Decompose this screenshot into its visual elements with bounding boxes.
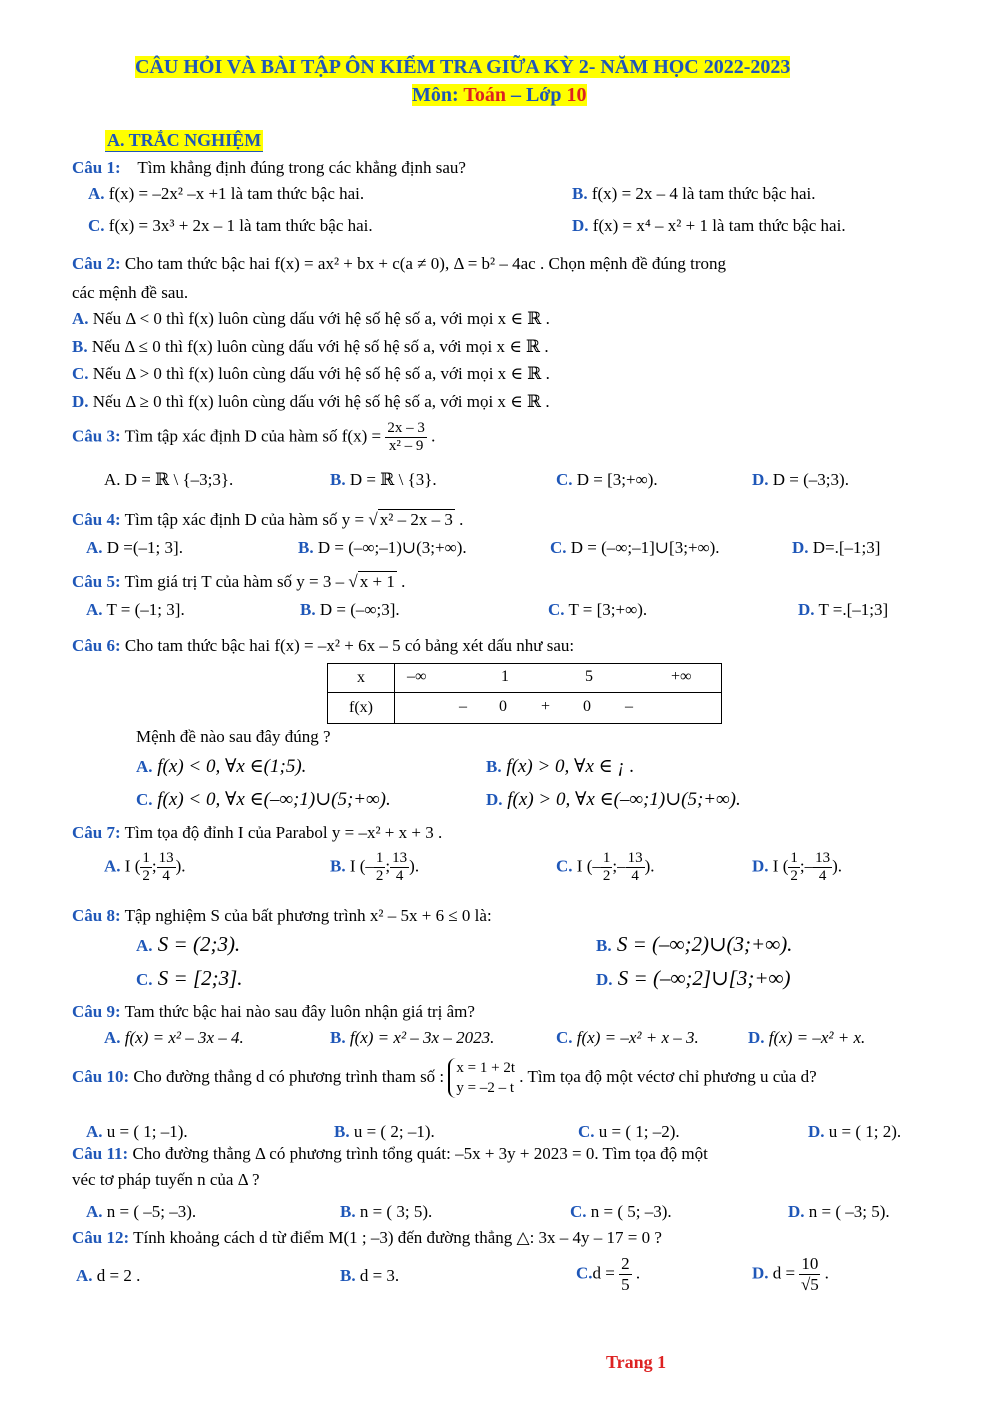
q12-option-a: A. d = 2 . [76, 1266, 141, 1285]
q12-option-c: C.d = $\frac{2}{5}$ . [576, 1254, 641, 1294]
q5-option-b: B. D = (–∞;3]. [300, 600, 400, 619]
question-1: Câu 1: Tìm khẳng định đúng trong các khẳng định sau? [72, 158, 466, 177]
q11-option-c: C. n = ( 5; –3). [570, 1202, 672, 1221]
q6-option-a: A. f(x) < 0, ∀x ∈(1;5). [136, 756, 307, 777]
sign-zero-2: 0 [583, 698, 591, 715]
sign-table-pinf: +∞ [671, 668, 692, 685]
q10-option-c: C. u = ( 1; –2). [578, 1122, 680, 1141]
question-11: Câu 11: Cho đường thẳng Δ có phương trình tổng quát: –5x + 3y + 2023 = 0. Tìm tọa độ một [72, 1144, 708, 1163]
q4-option-d: D. D=.[–1;3] [792, 538, 881, 557]
q8-option-b: B. S = (–∞;2)∪(3;+∞). [596, 932, 793, 956]
q5-option-d: D. T =.[–1;3] [798, 600, 889, 619]
q3-fraction: $\frac{2x - 3}{\text{x² – 9}}$ [387, 420, 425, 454]
q10-option-a: A. u = ( 1; –1). [86, 1122, 188, 1141]
q6-option-d: D. f(x) > 0, ∀x ∈(–∞;1)∪(5;+∞). [486, 789, 741, 810]
q6-option-c: C. f(x) < 0, ∀x ∈(–∞;1)∪(5;+∞). [136, 789, 391, 810]
q8-option-a: A. S = (2;3). [136, 932, 241, 956]
q3-option-b: B. D = ℝ \ {3}. [330, 470, 437, 489]
sign-table [327, 663, 722, 724]
question-5: Câu 5: Tìm giá trị T của hàm số y = 3 – √ x + 1 . [72, 572, 406, 591]
q2-option-b: B. Nếu Δ ≤ 0 thì f(x) luôn cùng dấu với hệ số hệ số a, với mọi x ∈ ℝ . [72, 337, 549, 356]
sign-table-x-header: x [328, 664, 395, 693]
q7-option-a: A. I ( $\frac{1}{2}$ ; $\frac{13}{4}$ ). [104, 850, 186, 884]
q11-option-d: D. n = ( –3; 5). [788, 1202, 890, 1221]
question-6: Câu 6: Cho tam thức bậc hai f(x) = –x² + 6x – 5 có bảng xét dấu như sau: [72, 636, 575, 655]
sign-minus-2: – [625, 698, 633, 715]
q7-option-c: C. I (– $\frac{1}{2}$ ;– $\frac{13}{4}$ ). [556, 850, 655, 884]
q4-option-a: A. D =(–1; 3]. [86, 538, 183, 557]
q1-option-c: C. f(x) = 3x³ + 2x – 1 là tam thức bậc hai. [88, 216, 373, 235]
q11-option-a: A. n = ( –5; –3). [86, 1202, 197, 1221]
question-2: Câu 2: Cho tam thức bậc hai f(x) = ax² + bx + c(a ≠ 0), Δ = b² – 4ac . Chọn mệnh đề đúng trong [72, 254, 727, 273]
q10-option-b: B. u = ( 2; –1). [334, 1122, 435, 1141]
q6-option-b: B. f(x) > 0, ∀x ∈ ¡ . [486, 756, 635, 777]
q10-option-d: D. u = ( 1; 2). [808, 1122, 902, 1141]
q7-option-d: D. I ( $\frac{1}{2}$ ;– $\frac{13}{4}$ ). [752, 850, 843, 884]
q8-option-d: D. S = (–∞;2]∪[3;+∞) [596, 966, 791, 990]
q7-option-b: B. I (– $\frac{1}{2}$ ; $\frac{13}{4}$ ). [330, 850, 420, 884]
q2-option-c: C. Nếu Δ > 0 thì f(x) luôn cùng dấu với hệ số hệ số a, với mọi x ∈ ℝ . [72, 364, 550, 383]
question-3: Câu 3: Tìm tập xác định D của hàm số f(x) = $\frac{2x - 3}{\text{x² – 9}}$ . [72, 420, 436, 454]
q1-option-a: A. f(x) = –2x² –x +1 là tam thức bậc hai. [88, 184, 365, 203]
q1-option-d: D. f(x) = x⁴ – x² + 1 là tam thức bậc hai. [572, 216, 846, 235]
q3-option-a: A. D = ℝ \ {–3;3}. [104, 470, 234, 489]
question-9: Câu 9: Tam thức bậc hai nào sau đây luôn nhận giá trị âm? [72, 1002, 475, 1021]
q2-option-a: A. Nếu Δ < 0 thì f(x) luôn cùng dấu với hệ số hệ số a, với mọi x ∈ ℝ . [72, 309, 550, 328]
question-8: Câu 8: Tập nghiệm S của bất phương trình x² – 5x + 6 ≤ 0 là: [72, 906, 492, 925]
sign-table-1: 1 [501, 668, 509, 685]
q5-option-c: C. T = [3;+∞). [548, 600, 648, 619]
document-title: CÂU HỎI VÀ BÀI TẬP ÔN KIỂM TRA GIỮA KỲ 2- NĂM HỌC 2022-2023 [135, 56, 791, 78]
page-number: Trang 1 [606, 1352, 667, 1372]
question-10: Câu 10: Cho đường thẳng d có phương trình tham số : x = 1 + 2t y = –2 – t . Tìm tọa độ một véctơ chỉ phương u của d? [72, 1060, 817, 1096]
q3-option-c: C. D = [3;+∞). [556, 470, 658, 489]
subject-line: Môn: Toán – Lớp 10 [412, 84, 587, 106]
q3-option-d: D. D = (–3;3). [752, 470, 849, 489]
q9-option-b: B. f(x) = x² – 3x – 2023. [330, 1028, 495, 1047]
q9-option-d: D. f(x) = –x² + x. [748, 1028, 866, 1047]
sign-minus-1: – [459, 698, 467, 715]
question-11-cont: véc tơ pháp tuyến n của Δ ? [72, 1170, 260, 1189]
sign-table-5: 5 [585, 668, 593, 685]
q12-option-d: D. d = $\frac{10}{√5}$ . [752, 1254, 829, 1294]
sign-zero-1: 0 [499, 698, 507, 715]
question-7: Câu 7: Tìm tọa độ đỉnh I của Parabol y = –x² + x + 3 . [72, 823, 443, 842]
q10-parametric-system: x = 1 + 2t y = –2 – t [448, 1058, 515, 1098]
question-12: Câu 12: Tính khoảng cách d từ điểm M(1 ; –3) đến đường thẳng △: 3x – 4y – 17 = 0 ? [72, 1228, 662, 1247]
q8-option-c: C. S = [2;3]. [136, 966, 243, 990]
q4-option-b: B. D = (–∞;–1)∪(3;+∞). [298, 538, 467, 557]
question-6-prompt: Mệnh đề nào sau đây đúng ? [136, 727, 331, 746]
question-2-cont: các mệnh đề sau. [72, 283, 189, 302]
q9-option-c: C. f(x) = –x² + x – 3. [556, 1028, 699, 1047]
question-4: Câu 4: Tìm tập xác định D của hàm số y = √ x² – 2x – 3 . [72, 510, 464, 529]
q12-option-b: B. d = 3. [340, 1266, 400, 1285]
sign-table-ninf: –∞ [407, 668, 427, 685]
sign-plus: + [541, 698, 551, 715]
q11-option-b: B. n = ( 3; 5). [340, 1202, 433, 1221]
q1-option-b: B. f(x) = 2x – 4 là tam thức bậc hai. [572, 184, 816, 203]
q5-option-a: A. T = (–1; 3]. [86, 600, 185, 619]
q4-option-c: C. D = (–∞;–1]∪[3;+∞). [550, 538, 720, 557]
q9-option-a: A. f(x) = x² – 3x – 4. [104, 1028, 244, 1047]
sign-table-fx-header: f(x) [328, 693, 395, 724]
q2-option-d: D. Nếu Δ ≥ 0 thì f(x) luôn cùng dấu với hệ số hệ số a, với mọi x ∈ ℝ . [72, 392, 550, 411]
section-heading: A. TRẮC NGHIỆM [107, 130, 262, 150]
